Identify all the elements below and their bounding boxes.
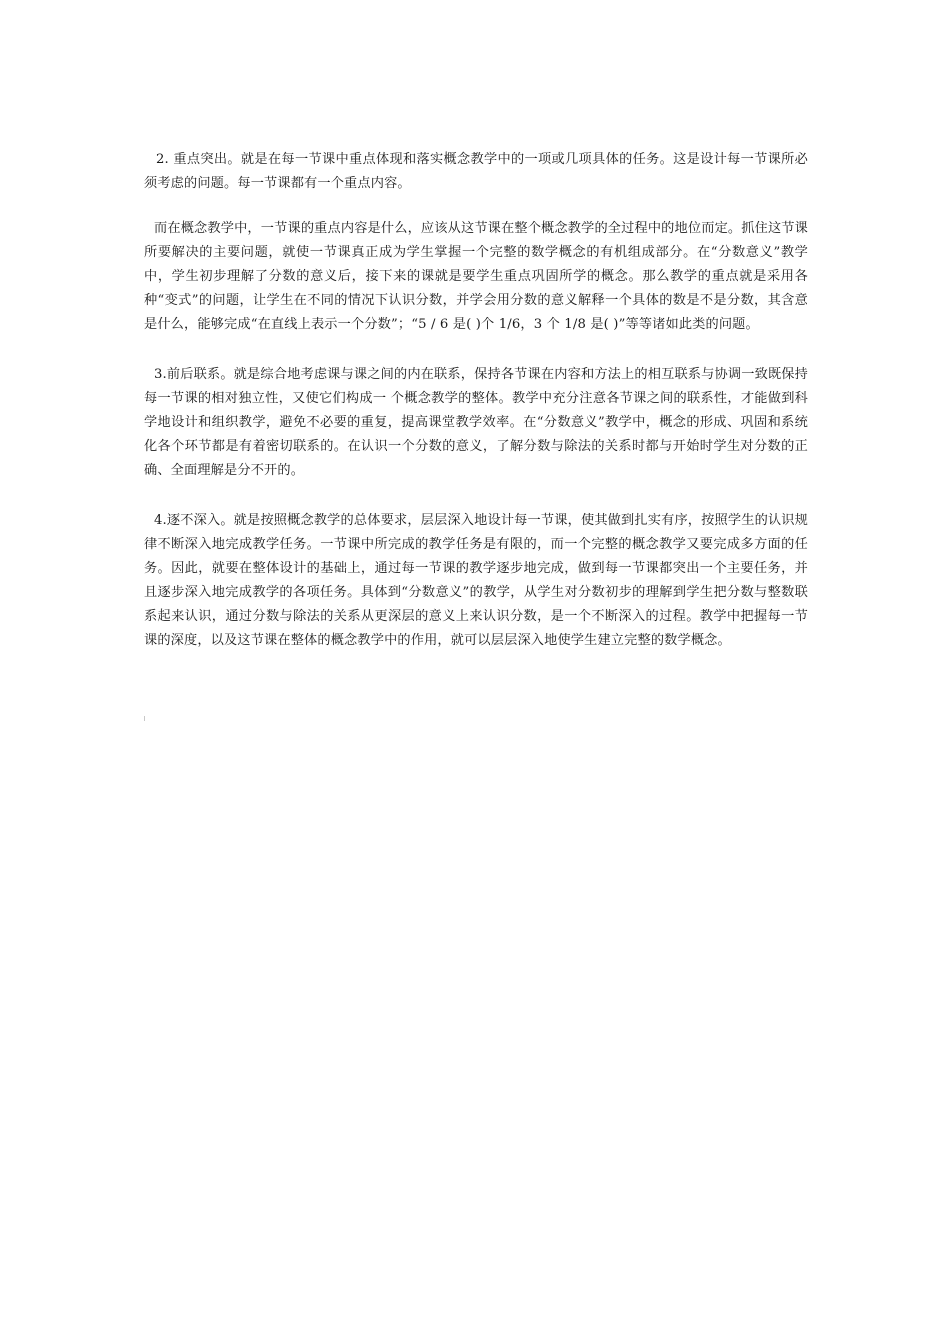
text-cursor-mark bbox=[144, 716, 145, 721]
paragraph-key-points: 2. 重点突出。就是在每一节课中重点体现和落实概念教学中的一项或几项具体的任务。这是设计每一节课所必须考虑的问题。每一节课都有一个重点内容。 bbox=[144, 152, 808, 191]
paragraph-progressive-depth: 4.逐不深入。就是按照概念教学的总体要求，层层深入地设计每一节课，使其做到扎实有序，按照学生的认识规律不断深入地完成教学任务。一节课中所完成的教学任务是有限的，而一个完整的概念教学又要完成多方面的任务。因此，就要在整体设计的基础上，通过每一节课的教学逐步地完成，做到每一节课都突出一个主要任务，并且逐步深入地完成教学的各项任务。具体到“分数意义”的教学，从学生对分数初步的理解到学生把分数与整数联系起来认识，通过分数与除法的关系从更深层的意义上来认识分数，是一个不断深入的过程。教学中把握每一节课的深度，以及这节课在整体的概念教学中的作用，就可以层层深入地使学生建立完整的数学概念。 bbox=[144, 513, 808, 648]
document-body bbox=[144, 148, 808, 653]
paragraph-concept-teaching: 而在概念教学中，一节课的重点内容是什么，应该从这节课在整个概念教学的全过程中的地位而定。抓住这节课所要解决的主要问题，就使一节课真正成为学生掌握一个完整的数学概念的有机组成部分。在“分数意义”教学中，学生初步理解了分数的意义后，接下来的课就是要学生重点巩固所学的概念。那么教学的重点就是采用各种“变式”的问题，让学生在不同的情况下认识分数，并学会用分数的意义解释一个具体的数是不是分数，其含意是什么，能够完成“在直线上表示一个分数”；“5 / 6 是( )个 1/6，3 个 1/8 是( )”等等诸如此类的问题。 bbox=[144, 221, 808, 332]
paragraph-connections: 3.前后联系。就是综合地考虑课与课之间的内在联系，保持各节课在内容和方法上的相互联系与协调一致既保持每一节课的相对独立性，又使它们构成一 个概念教学的整体。教学中充分注意各节课之间的联系性，才能做到科学地设计和组织教学，避免不必要的重复，提高课堂教学效率。在“分数意义”教学中，概念的形成、巩固和系统化各个环节都是有着密切联系的。在认识一个分数的意义，了解分数与除法的关系时都与开始时学生对分数的正确、全面理解是分不开的。 bbox=[144, 367, 808, 478]
